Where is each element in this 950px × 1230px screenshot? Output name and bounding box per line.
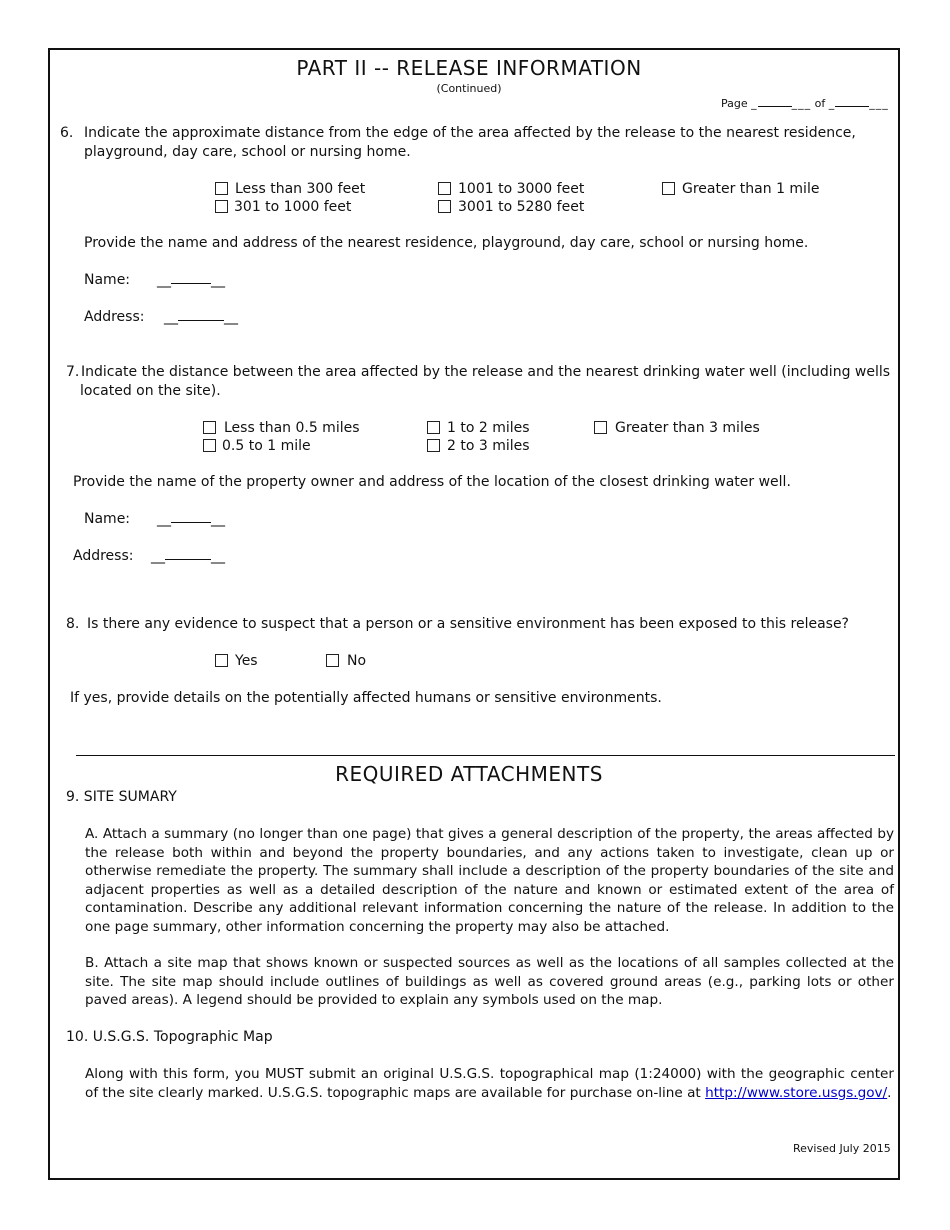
q6-option-label: 301 to 1000 feet bbox=[234, 199, 352, 215]
page-label: Page bbox=[721, 97, 748, 110]
q6-number: 6. bbox=[60, 125, 74, 141]
q6-option-label: Greater than 1 mile bbox=[682, 181, 820, 197]
page-title: PART II -- RELEASE INFORMATION bbox=[296, 56, 642, 80]
q6-name-label: Name: bbox=[84, 272, 131, 288]
q6-checkbox-less-300-ft[interactable] bbox=[215, 182, 228, 195]
q7-provide-text: Provide the name of the property owner and address of the location of the closest drinking water well. bbox=[73, 474, 791, 490]
q7-address-label: Address: bbox=[73, 548, 134, 564]
page-subtitle: (Continued) bbox=[436, 82, 502, 95]
q7-checkbox-2-3-mi[interactable] bbox=[427, 439, 440, 452]
q6-question-line2: playground, day care, school or nursing home. bbox=[84, 144, 411, 160]
q7-option-label: 2 to 3 miles bbox=[447, 438, 530, 454]
q8-no-label: No bbox=[347, 653, 367, 669]
q6-checkbox-3001-5280-ft[interactable] bbox=[438, 200, 451, 213]
q7-question-line1: Indicate the distance between the area affected by the release and the nearest drinking water well (including wells bbox=[81, 364, 891, 380]
q6-question-line1: Indicate the approximate distance from the edge of the area affected by the release to the nearest residence, bbox=[84, 125, 856, 141]
q8-question: Is there any evidence to suspect that a person or a sensitive environment has been exposed to this release? bbox=[87, 616, 849, 632]
topo-map-title: 10. U.S.G.S. Topographic Map bbox=[66, 1029, 273, 1045]
q6-checkbox-greater-1-mile[interactable] bbox=[662, 182, 675, 195]
q7-number: 7. bbox=[66, 364, 80, 380]
q6-name-field[interactable]: __ __ bbox=[157, 272, 225, 288]
form-border bbox=[48, 48, 900, 1180]
section-divider bbox=[76, 755, 895, 756]
topo-map-period: . bbox=[887, 1084, 892, 1101]
q7-address-field[interactable]: __ __ bbox=[151, 548, 225, 564]
site-summary-para-a: A. Attach a summary (no longer than one page) that gives a general description of the property, the areas affected by the release both within and beyond the property boundaries, and any actions taken to investigate, clean up or otherwise remediate the property. The summary shall include a description of the property boundaries of the site and adjacent properties as well as a detailed description of the nature and known or estimated extent of the area of contamination. Describe any additional relevant information concerning the nature of the release. In addition to the one page summary, other information concerning the property may also be attached. bbox=[85, 826, 894, 935]
q7-checkbox-0-5-1-mi[interactable] bbox=[203, 439, 216, 452]
q7-option-label: 1 to 2 miles bbox=[447, 420, 530, 436]
of-label: of bbox=[814, 97, 826, 110]
q6-checkbox-1001-3000-ft[interactable] bbox=[438, 182, 451, 195]
q6-option-label: 1001 to 3000 feet bbox=[458, 181, 585, 197]
attachments-heading: REQUIRED ATTACHMENTS bbox=[335, 762, 603, 786]
q8-details-text: If yes, provide details on the potentially affected humans or sensitive environments. bbox=[70, 690, 662, 706]
q6-provide-text: Provide the name and address of the nearest residence, playground, day care, school or nursing home. bbox=[84, 235, 809, 251]
q7-checkbox-1-2-mi[interactable] bbox=[427, 421, 440, 434]
q7-question-line2: located on the site). bbox=[80, 383, 221, 399]
q8-checkbox-yes[interactable] bbox=[215, 654, 228, 667]
q7-option-label: Greater than 3 miles bbox=[615, 420, 760, 436]
q7-checkbox-greater-3-mi[interactable] bbox=[594, 421, 607, 434]
q8-yes-label: Yes bbox=[235, 653, 258, 669]
q8-checkbox-no[interactable] bbox=[326, 654, 339, 667]
site-summary-para-b: B. Attach a site map that shows known or suspected sources as well as the locations of all samples collected at the site. The site map should include outlines of buildings as well as covered ground areas (e.g., parking lots or other paved areas). A legend should be provided to explain any symbols used on the map. bbox=[85, 955, 894, 1008]
usgs-store-link[interactable]: http://www.store.usgs.gov/ bbox=[705, 1084, 888, 1101]
site-summary-title: 9. SITE SUMARY bbox=[66, 789, 177, 805]
q7-name-label: Name: bbox=[84, 511, 131, 527]
topo-map-text bbox=[85, 1065, 894, 1102]
page-number-row: Page _ ___ of _ ___ bbox=[721, 97, 889, 110]
q7-checkbox-less-0-5-mi[interactable] bbox=[203, 421, 216, 434]
revised-date: Revised July 2015 bbox=[793, 1142, 891, 1155]
q6-checkbox-301-1000-ft[interactable] bbox=[215, 200, 228, 213]
q6-option-label: 3001 to 5280 feet bbox=[458, 199, 585, 215]
q8-number: 8. bbox=[66, 616, 80, 632]
topo-map-instructions: Along with this form, you MUST submit an original U.S.G.S. topographical map (1:24000) with the geographic center of the site clearly marked. U.S.G.S. topographic maps are available for purchase on-line at bbox=[85, 1066, 894, 1101]
q6-address-field[interactable]: __ __ bbox=[164, 309, 238, 325]
page-number-field[interactable] bbox=[758, 95, 792, 107]
q7-option-label: Less than 0.5 miles bbox=[224, 420, 360, 436]
q6-address-label: Address: bbox=[84, 309, 145, 325]
page-total-field[interactable] bbox=[835, 95, 869, 107]
q7-option-label: 0.5 to 1 mile bbox=[222, 438, 311, 454]
q7-name-field[interactable]: __ __ bbox=[157, 511, 225, 527]
q6-option-label: Less than 300 feet bbox=[235, 181, 366, 197]
